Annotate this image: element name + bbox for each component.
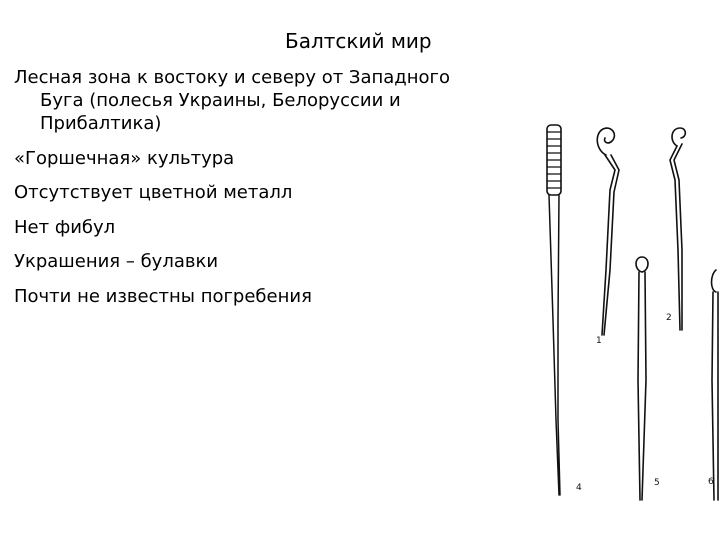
pin-5	[636, 257, 648, 500]
figure-label-5: 5	[654, 478, 660, 488]
figure-label-2: 2	[666, 313, 672, 323]
pin-1	[597, 128, 619, 335]
bullet-item: Нет фибул	[14, 216, 116, 238]
bullet-item: Лесная зона к востоку и северу от Западного Буга (полесья Украины, Белоруссии и Прибалтика)	[14, 67, 450, 134]
figure-label-1: 1	[596, 336, 602, 346]
pin-4	[547, 125, 561, 495]
bullet-item: Украшения – булавки	[14, 251, 219, 272]
pins-drawing	[530, 120, 720, 510]
pin-6	[712, 270, 719, 500]
bullet-list	[14, 66, 484, 319]
pin-2	[670, 128, 685, 330]
figure-label-6: 6	[708, 477, 714, 487]
pins-illustration	[530, 120, 720, 510]
bullet-item: Отсутствует цветной металл	[14, 182, 293, 203]
slide-title: Балтский мир	[285, 29, 432, 53]
bullet-item: Почти не известны погребения	[14, 285, 312, 307]
figure-label-4: 4	[576, 483, 582, 493]
bullet-item: «Горшечная» культура	[14, 147, 235, 169]
